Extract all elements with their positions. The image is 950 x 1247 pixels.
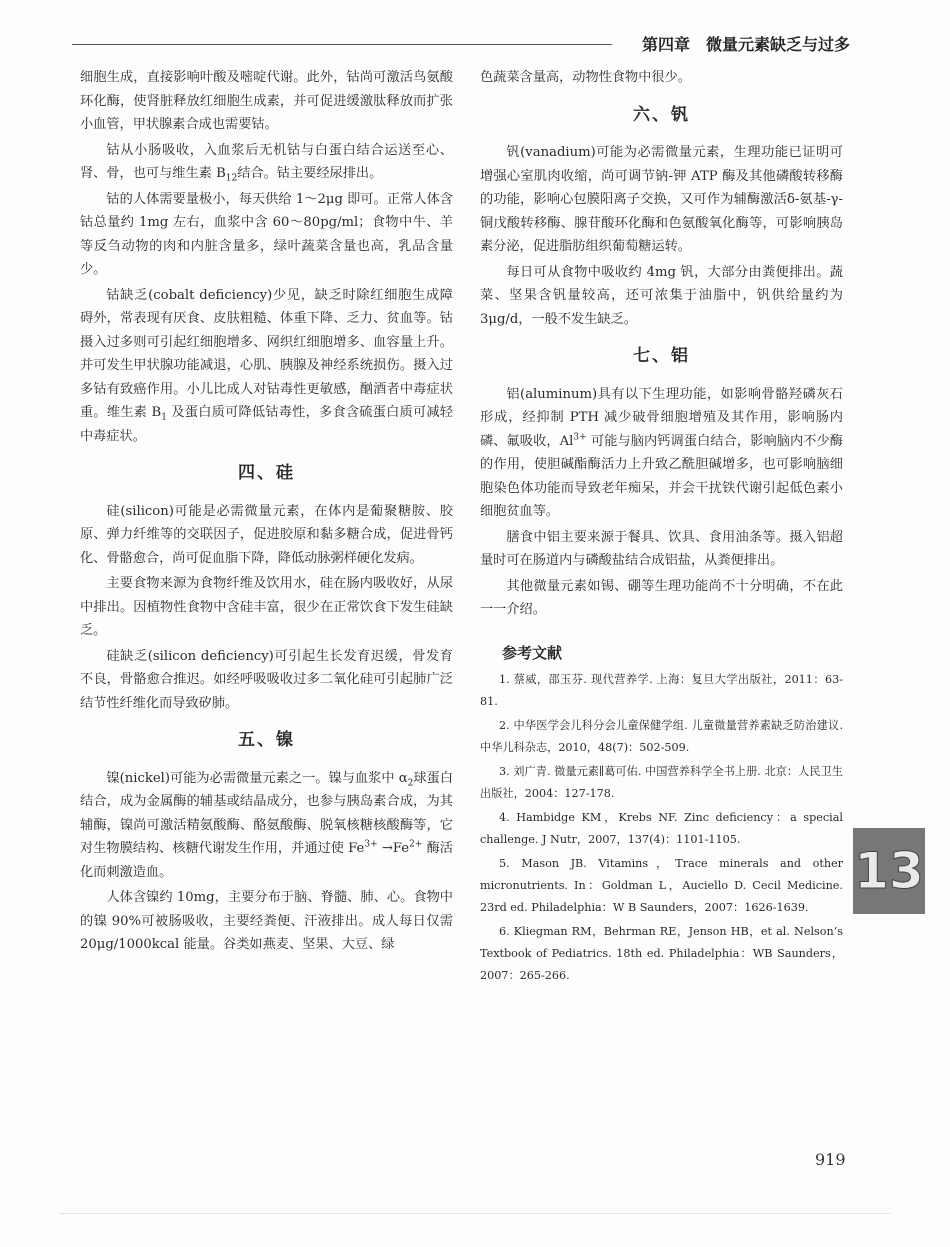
paragraph: 镍(nickel)可能为必需微量元素之一。镍与血浆中 $\alpha_2$球蛋白结合，成为金属酶的辅基或结晶成分，也参与胰岛素合成，为其辅酶，镍尚可激活精氨酸酶、酪氨酸酶、脱氧核糖核酸酶等，它对生物膜结构、核糖代谢发生作用，并通过使 $Fe^{3+} \to Fe^{2+}$ 酶活化而刺激造血。 bbox=[80, 770, 454, 880]
chapter-header-title: 第四章 微量元素缺乏与过多 bbox=[641, 35, 850, 54]
reference-item: 3. 刘广青. 微量元素∥葛可佑. 中国营养科学全书上册. 北京：人民卫生出版社，2004：127-178. bbox=[480, 765, 843, 800]
header-rule bbox=[72, 44, 612, 45]
page-number: 919 bbox=[815, 1150, 846, 1169]
section-heading-silicon: 四、硅 bbox=[238, 463, 295, 483]
bottom-rule bbox=[60, 1213, 890, 1214]
section-heading-aluminum: 七、铝 bbox=[633, 346, 690, 366]
paragraph: 钴的人体需要量极小，每天供给 1～2μg 即可。正常人体含钴总量约 1mg 左右，血浆中含 60～80pg/ml；食物中牛、羊等反刍动物的肉和内脏含量多，绿叶蔬菜含量也高，乳品含量少。 bbox=[80, 191, 453, 277]
section-heading-nickel: 五、镍 bbox=[238, 730, 295, 750]
reference-item: 5. Mason JB. Vitamins，Trace minerals and other micronutrients. In：Goldman L，Auciello D. Cecil Medicine. 23rd ed. Philadelphia：W B Saunders，2007：1626-1639. bbox=[480, 857, 843, 914]
reference-item: 1. 蔡威，邵玉芬. 现代营养学. 上海：复旦大学出版社，2011：63-81. bbox=[480, 673, 843, 708]
chapter-tab-number: 13 bbox=[854, 842, 924, 900]
paragraph: 每日可从食物中吸收约 4mg 钒，大部分由粪便排出。蔬菜、坚果含钒量较高，还可浓集于油脂中，钒供给量约为 3μg/d，一般不发生缺乏。 bbox=[480, 264, 843, 327]
paragraph: 硅缺乏(silicon deficiency)可引起生长发育迟缓，骨发育不良，骨骼愈合推迟。如经呼吸吸收过多二氧化硅可引起肺广泛结节性纤维化而导致矽肺。 bbox=[80, 648, 453, 711]
references-heading: 参考文献 bbox=[502, 643, 563, 662]
reference-item: 2. 中华医学会儿科分会儿童保健学组. 儿童微量营养素缺乏防治建议. 中华儿科杂志，2010，48(7)：502-509. bbox=[480, 719, 843, 754]
paragraph: 人体含镍约 10mg，主要分布于脑、脊髓、肺、心。食物中的镍 90%可被肠吸收，主要经粪便、汗液排出。成人每日仅需 20μg/1000kcal 能量。谷类如燕麦、坚果、大豆、绿 bbox=[80, 890, 453, 952]
paragraph: 主要食物来源为食物纤维及饮用水，硅在肠内吸收好，从尿中排出。因植物性食物中含硅丰富，很少在正常饮食下发生硅缺乏。 bbox=[80, 576, 453, 638]
reference-item: 4. Hambidge KM，Krebs NF. Zinc deficiency：a special challenge. J Nutr，2007，137(4)：1101-1105. bbox=[480, 811, 843, 846]
chapter-tab bbox=[853, 828, 925, 914]
paragraph: 铝(aluminum)具有以下生理功能，如影响骨骼羟磷灰石形成，经抑制 PTH 减少破骨细胞增殖及其作用，影响肠内磷、氟吸收，$Al^{3+}$ 可能与脑内钙调蛋白结合，影响脑内不少酶的作用，使胆碱酯酶活力上升致乙酰胆碱增多，也可影响脑细胞染色体功能而导致老年痴呆，并会干扰铁代谢引起低色素小细胞贫血等。 bbox=[480, 386, 843, 519]
left-column bbox=[80, 66, 453, 959]
paragraph: 其他微量元素如锡、硼等生理功能尚不十分明确，不在此一一介绍。 bbox=[480, 578, 843, 617]
paragraph: 硅(silicon)可能是必需微量元素，在体内是葡聚糖胺、胶原、弹力纤维等的交联因子，促进胶原和黏多糖合成，促进骨钙化、骨骼愈合，尚可促血脂下降，降低动脉粥样硬化发病。 bbox=[80, 503, 453, 566]
reference-item: 6. Kliegman RM，Behrman RE，Jenson HB，et al. Nelson’s Textbook of Pediatrics. 18th ed. Philadelphia：WB Saunders，2007：265-266. bbox=[480, 925, 843, 982]
paragraph: 钒(vanadium)可能为必需微量元素，生理功能已证明可增强心室肌肉收缩，尚可调节钠-钾 ATP 酶及其他磷酸转移酶的功能，影响心包膜阳离子交换，又可作为辅酶激活δ-氨基-γ-铜戊酸转移酶、腺苷酸环化酶和色氨酸氧化酶等，可影响胰岛素分泌，促进脂肪组织葡萄糖运转。 bbox=[480, 145, 843, 254]
paragraph: 钴缺乏(cobalt deficiency)少见，缺乏时除红细胞生成障碍外，常表现有厌食、皮肤粗糙、体重下降、乏力、贫血等。钴摄入过多则可引起红细胞增多、网织红细胞增多、血容量上升。并可发生甲状腺功能减退，心肌、胰腺及神经系统损伤。摄入过多钴有致癌作用。小儿比成人对钴毒性更敏感，酗酒者中毒症状重。维生素 $B_1$ 及蛋白质可降低钴毒性，多食含硫蛋白质可减轻中毒症状。 bbox=[80, 287, 453, 444]
paragraph: 钴从小肠吸收，入血浆后无机钴与白蛋白结合运送至心、肾、骨，也可与维生素 $B_{12}$结合。钴主要经尿排出。 bbox=[80, 142, 453, 184]
reference-list bbox=[480, 669, 843, 987]
paragraph: 膳食中铝主要来源于餐具、饮具、食用油条等。摄入铝超量时可在肠道内与磷酸盐结合成铝盐，从粪便排出。 bbox=[480, 529, 843, 568]
paragraph: 色蔬菜含量高，动物性食物中很少。 bbox=[480, 70, 691, 85]
section-heading-vanadium: 六、钒 bbox=[633, 104, 690, 125]
paragraph: 细胞生成，直接影响叶酸及嘧啶代谢。此外，钴尚可激活鸟氨酸环化酶，使肾脏释放红细胞生成素，并可促进缓激肽释放而扩张小血管，甲状腺素合成也需要钴。 bbox=[80, 70, 453, 132]
right-column bbox=[480, 66, 843, 989]
